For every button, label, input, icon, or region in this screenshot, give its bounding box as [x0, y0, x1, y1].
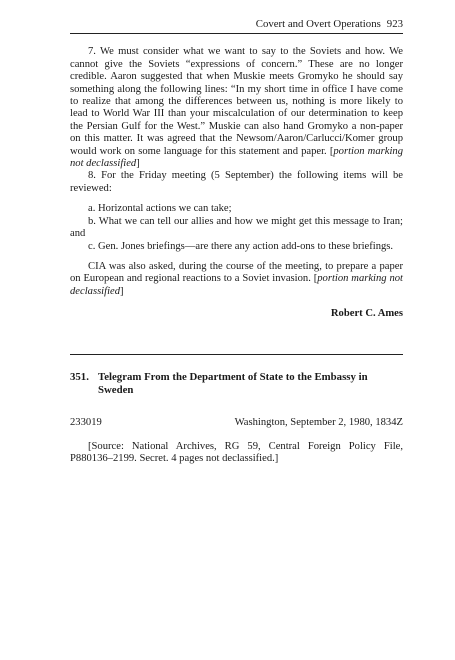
portion-marking: portion marking not declassified: [70, 273, 403, 297]
list-item: c. Gen. Jones briefings—are there any action add-ons to these briefings.: [88, 240, 394, 252]
paragraph-8: 8. For the Friday meeting (5 September) the following items will be reviewed:: [70, 170, 403, 194]
cia-paragraph: [70, 261, 403, 298]
section-divider: [70, 354, 403, 355]
list-item: b. What we can tell our allies and how we might get this message to Iran; and: [70, 215, 403, 240]
list-item: a. Horizontal actions we can take;: [88, 203, 232, 215]
paragraph-7-text: 7. We must consider what we want to say to the Soviets and how. We cannot give the Soviets “expressions of concern.” These are no longer credible. Aaron suggested that when Muskie meets Gromyko he should say something along the following lines: “In my short time in office I have come to realize that among the differences between us, nothing is more likely to lead to World War III than your miscalculation of our determination to keep the Persian Gulf for the West.” Muskie can also hand Gromyko a non-paper on this matter. It was agreed that the Newsom/Aaron/Carlucci/Komer group would work on some language for this statement and paper. [: [70, 46, 403, 157]
paragraph-7: [70, 46, 403, 170]
source-note: [Source: National Archives, RG 59, Central Foreign Policy File, P880136–2199. Secret. 4 pages not declassified.]: [70, 440, 403, 465]
bracket-close: ]: [136, 158, 140, 170]
document-title: Telegram From the Department of State to the Embassy in Sweden: [98, 370, 368, 396]
running-title: Covert and Overt Operations: [255, 18, 381, 30]
running-head: [70, 18, 403, 34]
document-page: [70, 18, 403, 466]
dateline: Washington, September 2, 1980, 1834Z: [234, 416, 403, 428]
document-number: 351.: [70, 370, 89, 383]
bracket-close: ]: [120, 285, 124, 297]
agenda-list: [70, 203, 403, 253]
portion-marking: portion marking not declassified: [70, 145, 403, 170]
telegram-id: 233019: [70, 416, 102, 428]
dateline-row: [70, 417, 403, 429]
cia-paragraph-text: CIA was also asked, during the course of the meeting, to prepare a paper on European and regional reactions to a Soviet invasion. [: [70, 260, 403, 285]
page-number: 923: [386, 18, 403, 30]
document-heading: [70, 371, 403, 397]
signature: Robert C. Ames: [330, 308, 403, 320]
